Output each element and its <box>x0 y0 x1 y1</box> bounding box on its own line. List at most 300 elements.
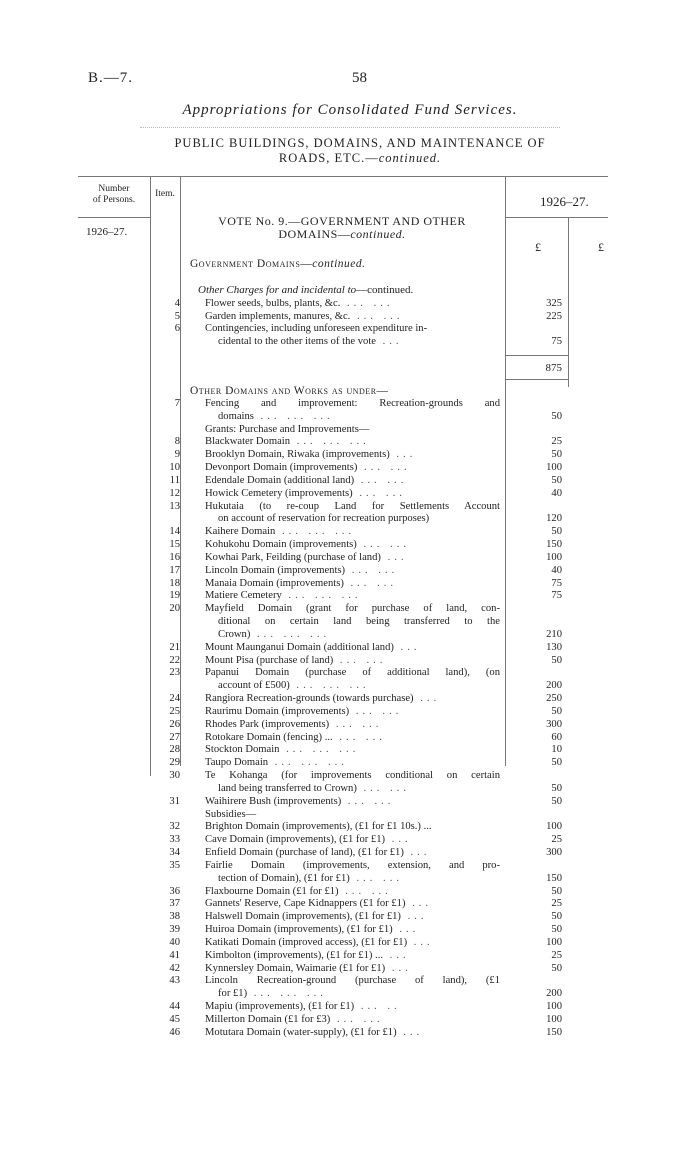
item-description <box>205 423 500 436</box>
item-description <box>205 859 500 872</box>
leader-dots: ... ... <box>349 705 403 717</box>
table-row <box>0 679 700 692</box>
item-number: 44 <box>169 1001 180 1012</box>
table-row <box>0 564 700 577</box>
item-number: 36 <box>169 885 180 897</box>
item-amount: 100 <box>546 462 562 474</box>
item-description-text: Papanui Domain (purchase of additional land), (on <box>205 667 500 679</box>
item-description <box>205 525 500 538</box>
item-description-text: Manaia Domain (improvements) <box>205 577 344 589</box>
item-amount: 210 <box>546 628 562 640</box>
leader-dots: ... ... ... <box>290 436 370 448</box>
item-amount: 300 <box>546 847 562 859</box>
item-number: 12 <box>169 487 180 499</box>
item-amount: 50 <box>551 410 562 422</box>
item-description <box>205 461 500 474</box>
item-number: 18 <box>169 577 180 589</box>
item-description <box>205 910 500 923</box>
item-number: 40 <box>169 936 180 948</box>
item-amount: 325 <box>546 298 562 309</box>
item-description-text: Kimbolton (improvements), (£1 for £1) ... <box>205 949 384 961</box>
table-row <box>0 795 700 808</box>
table-row <box>0 936 700 949</box>
item-description-text: Kynnersley Domain, Waimarie (£1 for £1) <box>205 962 386 974</box>
table-row <box>0 910 700 923</box>
item-description-text: Lincoln Recreation-ground (purchase of land), (£1 <box>205 975 500 987</box>
item-amount: 50 <box>551 962 562 974</box>
item-number: 17 <box>169 564 180 576</box>
leader-dots: ... ... <box>349 872 403 884</box>
item-description-text: Brooklyn Domain, Riwaka (improvements) <box>205 449 390 461</box>
leader-dots: ... ... ... <box>268 757 348 769</box>
item-description-text: Crown) <box>218 628 251 640</box>
government-domains-heading: Government Domains—continued. <box>190 258 366 270</box>
item-amount: 50 <box>551 795 562 807</box>
item-column-header: Item. <box>155 189 175 199</box>
item-description-text: for £1) <box>218 988 248 1000</box>
table-row <box>0 718 700 731</box>
item-description <box>205 448 500 461</box>
table-row <box>0 885 700 898</box>
item-description <box>205 435 500 448</box>
item-amount: 50 <box>551 705 562 717</box>
item-description <box>205 756 500 769</box>
leader-dots: ... ... <box>329 718 383 730</box>
table-top-rule <box>78 176 608 177</box>
table-row <box>0 322 700 335</box>
item-description-text: Blackwater Domain <box>205 436 291 448</box>
persons-header-rule <box>78 217 150 218</box>
item-number: 33 <box>169 834 180 846</box>
persons-column-header: Number of Persons. <box>92 184 136 205</box>
item-amount: 300 <box>546 718 562 730</box>
item-description <box>205 589 500 602</box>
item-number: 16 <box>169 551 180 563</box>
year-header-rule <box>505 217 608 218</box>
item-description-text: ditional on certain land being transferred to the <box>218 616 500 628</box>
table-row <box>0 962 700 975</box>
table-row <box>0 897 700 910</box>
item-description-text: Huiroa Domain (improvements), (£1 for £1) <box>205 924 393 936</box>
table-row <box>0 602 700 615</box>
leader-dots: ... <box>403 847 431 859</box>
item-description-text: Waihirere Bush (improvements) <box>205 795 342 807</box>
table-row <box>0 756 700 769</box>
persons-year: 1926–27. <box>86 226 128 238</box>
item-description <box>205 564 500 577</box>
item-description <box>205 743 500 756</box>
item-description <box>205 666 500 679</box>
item-description <box>218 410 500 423</box>
item-number: 25 <box>169 705 180 717</box>
other-charges-subheading: Other Charges for and incidental to—continued. <box>198 284 414 296</box>
item-amount: 50 <box>551 782 562 794</box>
table-row <box>0 820 700 833</box>
leader-dots: ... ... <box>350 310 404 322</box>
other-domains-heading: Other Domains and Works as under— <box>190 385 389 397</box>
table-row <box>0 461 700 474</box>
table-row <box>0 538 700 551</box>
item-description <box>205 1026 500 1039</box>
item-amount: 50 <box>551 885 562 897</box>
item-description <box>205 897 500 910</box>
table-row <box>0 335 700 348</box>
item-number: 27 <box>169 731 180 743</box>
item-description-text: Cave Domain (improvements), (£1 for £1) <box>205 834 386 846</box>
table-row <box>0 397 700 410</box>
item-number: 23 <box>169 667 180 679</box>
item-amount: 25 <box>551 898 562 910</box>
item-description-text: Enfield Domain (purchase of land), (£1 for £1) <box>205 847 404 859</box>
subtotal-rule <box>505 355 568 356</box>
item-number: 31 <box>169 795 180 807</box>
item-number: 39 <box>169 924 180 936</box>
table-row <box>0 1026 700 1039</box>
leader-dots: ... ... <box>356 539 411 551</box>
item-description <box>205 500 500 513</box>
item-amount: 200 <box>546 680 562 692</box>
item-description-text: Grants: Purchase and Improvements— <box>205 423 370 435</box>
item-description-text: Edendale Domain (additional land) <box>205 474 355 486</box>
item-number: 22 <box>169 654 180 666</box>
item-amount: 25 <box>551 834 562 846</box>
table-row <box>0 487 700 500</box>
item-description <box>205 1000 500 1013</box>
leader-dots: ... ... <box>330 1013 384 1025</box>
leader-dots: ... ... <box>333 654 387 666</box>
table-row <box>0 833 700 846</box>
item-description <box>205 310 500 323</box>
leader-dots: ... <box>389 449 417 461</box>
item-description-text: Rotokare Domain (fencing) ... <box>205 731 333 743</box>
leader-dots: ... ... ... <box>289 680 370 692</box>
item-description <box>205 885 500 898</box>
vote-heading: VOTE No. 9.—GOVERNMENT AND OTHER DOMAINS—continued. <box>218 214 466 241</box>
leader-dots: ... ... ... <box>279 744 360 756</box>
leader-dots: ... <box>385 962 412 974</box>
subtotal-bottom-rule <box>505 379 568 380</box>
table-row <box>0 666 700 679</box>
item-description <box>205 846 500 859</box>
leader-dots: ... <box>405 898 433 910</box>
year-column-header: 1926–27. <box>540 194 589 209</box>
item-number: 6 <box>174 323 180 335</box>
item-description-text: Mayfield Domain (grant for purchase of land, con- <box>205 603 500 615</box>
leader-dots: ... ... ... <box>247 988 327 1000</box>
item-description-text: cidental to the other items of the vote <box>218 336 376 348</box>
item-description <box>205 705 500 718</box>
leader-dots: ... ... <box>340 298 394 309</box>
table-row <box>0 987 700 1000</box>
item-description <box>218 679 500 692</box>
item-description-text: Halswell Domain (improvements), (£1 for £1) <box>205 911 401 923</box>
table-row <box>0 923 700 936</box>
item-amount: 150 <box>546 872 562 884</box>
item-description-text: Fencing and improvement: Recreation-grounds and <box>205 398 500 409</box>
leader-dots: ... ... <box>341 795 395 807</box>
leader-dots: ... <box>380 551 408 563</box>
item-description <box>218 615 500 628</box>
item-description-text: Brighton Domain (improvements), (£1 for £1 10s.) ... <box>205 821 432 833</box>
leader-dots: ... <box>392 924 420 936</box>
item-description <box>218 628 500 641</box>
item-amount: 25 <box>551 436 562 448</box>
item-description <box>205 397 500 410</box>
item-number: 13 <box>169 500 180 512</box>
table-row <box>0 949 700 962</box>
item-description-text: Rhodes Park (improvements) <box>205 718 330 730</box>
item-description <box>205 322 500 335</box>
item-description-text: Kohukohu Domain (improvements) <box>205 539 357 551</box>
item-description-text: Devonport Domain (improvements) <box>205 462 358 474</box>
table-row <box>0 731 700 744</box>
leader-dots: ... .. <box>354 1001 401 1012</box>
item-description-text: Mount Pisa (purchase of land) <box>205 654 334 666</box>
item-number: 14 <box>169 526 180 538</box>
item-amount: 75 <box>551 590 562 602</box>
item-number: 29 <box>169 757 180 769</box>
table-row <box>0 577 700 590</box>
item-amount: 100 <box>546 936 562 948</box>
item-amount: 75 <box>551 336 562 348</box>
table-row <box>0 512 700 525</box>
item-number: 26 <box>169 718 180 730</box>
item-description-text: Gannets' Reserve, Cape Kidnappers (£1 for £1) <box>205 898 406 910</box>
leader-dots: ... ... <box>356 782 411 794</box>
item-description <box>205 718 500 731</box>
item-description <box>205 1013 500 1026</box>
leader-dots: ... ... <box>357 462 411 474</box>
section-heading-line1: PUBLIC BUILDINGS, DOMAINS, AND MAINTENANCE OF <box>174 136 546 150</box>
item-number: 41 <box>169 949 180 961</box>
item-description <box>205 820 500 833</box>
leader-dots: ... ... ... <box>250 628 331 640</box>
item-description-text: Raurimu Domain (improvements) <box>205 705 350 717</box>
item-description <box>218 872 500 885</box>
item-description-text: Subsidies— <box>205 808 257 820</box>
item-description <box>205 923 500 936</box>
table-row <box>0 310 700 323</box>
subtotal-amount: 875 <box>545 362 562 374</box>
leader-dots: ... ... ... <box>275 526 356 538</box>
section-heading-line2: ROADS, ETC.—continued. <box>278 151 442 165</box>
table-row <box>0 808 700 821</box>
pound-sign-2: £ <box>598 240 604 254</box>
leader-dots: ... <box>393 641 421 653</box>
item-description <box>205 577 500 590</box>
table-row <box>0 551 700 564</box>
table-row <box>0 654 700 667</box>
leader-dots: ... <box>396 1026 424 1038</box>
item-description-text: Kaihere Domain <box>205 526 276 538</box>
item-number: 38 <box>169 911 180 923</box>
table-row <box>0 435 700 448</box>
leader-dots: ... ... <box>354 474 408 486</box>
item-description-text: land being transferred to Crown) <box>218 782 357 794</box>
table-row <box>0 974 700 987</box>
item-number: 11 <box>169 474 180 486</box>
item-description-text: tection of Domain), (£1 for £1) <box>218 872 350 884</box>
item-description <box>205 949 500 962</box>
table-row <box>0 1013 700 1026</box>
title-separator <box>140 127 560 128</box>
table-row <box>0 410 700 423</box>
table-row <box>0 782 700 795</box>
item-amount: 225 <box>546 310 562 322</box>
item-number: 35 <box>169 859 180 871</box>
item-amount: 40 <box>551 487 562 499</box>
leader-dots: ... <box>407 936 434 948</box>
item-amount: 100 <box>546 551 562 563</box>
item-description-text: Taupo Domain <box>205 757 269 769</box>
item-description-text: Mapiu (improvements), (£1 for £1) <box>205 1001 355 1012</box>
table-row <box>0 423 700 436</box>
item-number: 43 <box>169 975 180 987</box>
table-row <box>0 297 700 310</box>
item-description <box>205 731 500 744</box>
table-row <box>0 705 700 718</box>
item-number: 8 <box>174 436 180 448</box>
table-row <box>0 525 700 538</box>
leader-dots: ... ... <box>343 577 398 589</box>
item-amount: 130 <box>546 641 562 653</box>
table-row <box>0 589 700 602</box>
item-number: 37 <box>169 898 180 910</box>
item-number: 4 <box>174 298 180 309</box>
leader-dots: ... ... ... <box>253 410 334 422</box>
item-description <box>218 987 500 1000</box>
item-amount: 250 <box>546 693 562 705</box>
item-amount: 50 <box>551 924 562 936</box>
item-number: 21 <box>169 641 180 653</box>
leader-dots: ... ... <box>338 885 392 897</box>
table-row <box>0 859 700 872</box>
item-number: 15 <box>169 539 180 551</box>
table-row <box>0 769 700 782</box>
item-amount: 100 <box>546 1013 562 1025</box>
item-amount: 25 <box>551 949 562 961</box>
item-number: 28 <box>169 744 180 756</box>
leader-dots: ... <box>400 911 428 923</box>
item-description-text: Flaxbourne Domain (£1 for £1) <box>205 885 339 897</box>
item-description-text: Fairlie Domain (improvements, extension, and pro- <box>205 859 500 871</box>
item-description-text: Millerton Domain (£1 for £3) <box>205 1013 331 1025</box>
item-amount: 10 <box>551 744 562 756</box>
item-amount: 100 <box>546 1001 562 1012</box>
item-description <box>205 474 500 487</box>
table-row <box>0 846 700 859</box>
leader-dots: ... ... <box>345 564 399 576</box>
item-description-text: on account of reservation for recreation purposes) <box>218 513 430 525</box>
item-description <box>205 795 500 808</box>
item-description-text: Lincoln Domain (improvements) <box>205 564 346 576</box>
item-description-text: Motutara Domain (water-supply), (£1 for £1) <box>205 1026 397 1038</box>
item-amount: 50 <box>551 526 562 538</box>
item-amount: 75 <box>551 577 562 589</box>
item-number: 45 <box>169 1013 180 1025</box>
item-amount: 150 <box>546 1026 562 1038</box>
item-amount: 50 <box>551 654 562 666</box>
section-heading <box>150 136 570 166</box>
item-description <box>205 297 500 310</box>
leader-dots: ... <box>413 693 441 705</box>
item-number: 46 <box>169 1026 180 1038</box>
item-amount: 200 <box>546 988 562 1000</box>
table-row <box>0 641 700 654</box>
item-description <box>205 808 500 821</box>
item-description-text: account of £500) <box>218 680 290 692</box>
item-amount: 60 <box>551 731 562 743</box>
item-amount: 50 <box>551 911 562 923</box>
table-row <box>0 1000 700 1013</box>
table-row <box>0 872 700 885</box>
page-title: Appropriations for Consolidated Fund Services. <box>182 102 518 118</box>
item-number: 42 <box>169 962 180 974</box>
item-amount: 40 <box>551 564 562 576</box>
item-description-text: Contingencies, including unforeseen expenditure in- <box>205 323 428 335</box>
item-description-text: Katikati Domain (improved access), (£1 for £1) <box>205 936 408 948</box>
item-number: 5 <box>174 310 180 322</box>
leader-dots: ... ... <box>352 487 406 499</box>
item-description-text: Kowhai Park, Feilding (purchase of land) <box>205 551 381 563</box>
item-description-text: Stockton Domain <box>205 744 280 756</box>
item-description-text: Mount Maunganui Domain (additional land) <box>205 641 394 653</box>
item-description <box>218 782 500 795</box>
item-number: 30 <box>169 770 180 782</box>
item-description <box>205 936 500 949</box>
leader-dots: ... <box>385 834 412 846</box>
item-description <box>205 833 500 846</box>
leader-dots: ... <box>375 336 403 348</box>
item-number: 34 <box>169 847 180 859</box>
table-row <box>0 628 700 641</box>
item-description-text: Garden implements, manures, &c. <box>205 310 351 322</box>
item-amount: 150 <box>546 539 562 551</box>
item-description <box>205 487 500 500</box>
item-number: 10 <box>169 462 180 474</box>
pound-sign-1: £ <box>535 240 541 254</box>
leader-dots: ... <box>383 949 410 961</box>
document-reference: B.—7. <box>88 70 134 86</box>
item-number: 20 <box>169 603 180 615</box>
item-number: 32 <box>169 821 180 833</box>
item-description <box>205 654 500 667</box>
table-row <box>0 448 700 461</box>
item-description <box>205 551 500 564</box>
leader-dots: ... ... ... <box>281 590 362 602</box>
table-row <box>0 692 700 705</box>
item-description-text: domains <box>218 410 254 422</box>
table-row <box>0 500 700 513</box>
item-number: 9 <box>174 449 180 461</box>
item-amount: 50 <box>551 474 562 486</box>
item-number: 7 <box>174 398 180 409</box>
item-description-text: Howick Cemetery (improvements) <box>205 487 353 499</box>
page-number: 58 <box>352 70 367 86</box>
item-description <box>205 974 500 987</box>
item-description <box>218 512 500 525</box>
item-description <box>205 692 500 705</box>
item-description-text: Rangiora Recreation-grounds (towards purchase) <box>205 693 414 705</box>
item-amount: 120 <box>546 513 562 525</box>
item-description-text: Te Kohanga (for improvements conditional on certain <box>205 770 500 782</box>
item-amount: 100 <box>546 821 562 833</box>
item-description <box>205 769 500 782</box>
item-description-text: Hukutaia (to re-coup Land for Settlements Account <box>205 500 500 512</box>
item-amount: 50 <box>551 757 562 769</box>
table-row <box>0 474 700 487</box>
item-number: 24 <box>169 693 180 705</box>
